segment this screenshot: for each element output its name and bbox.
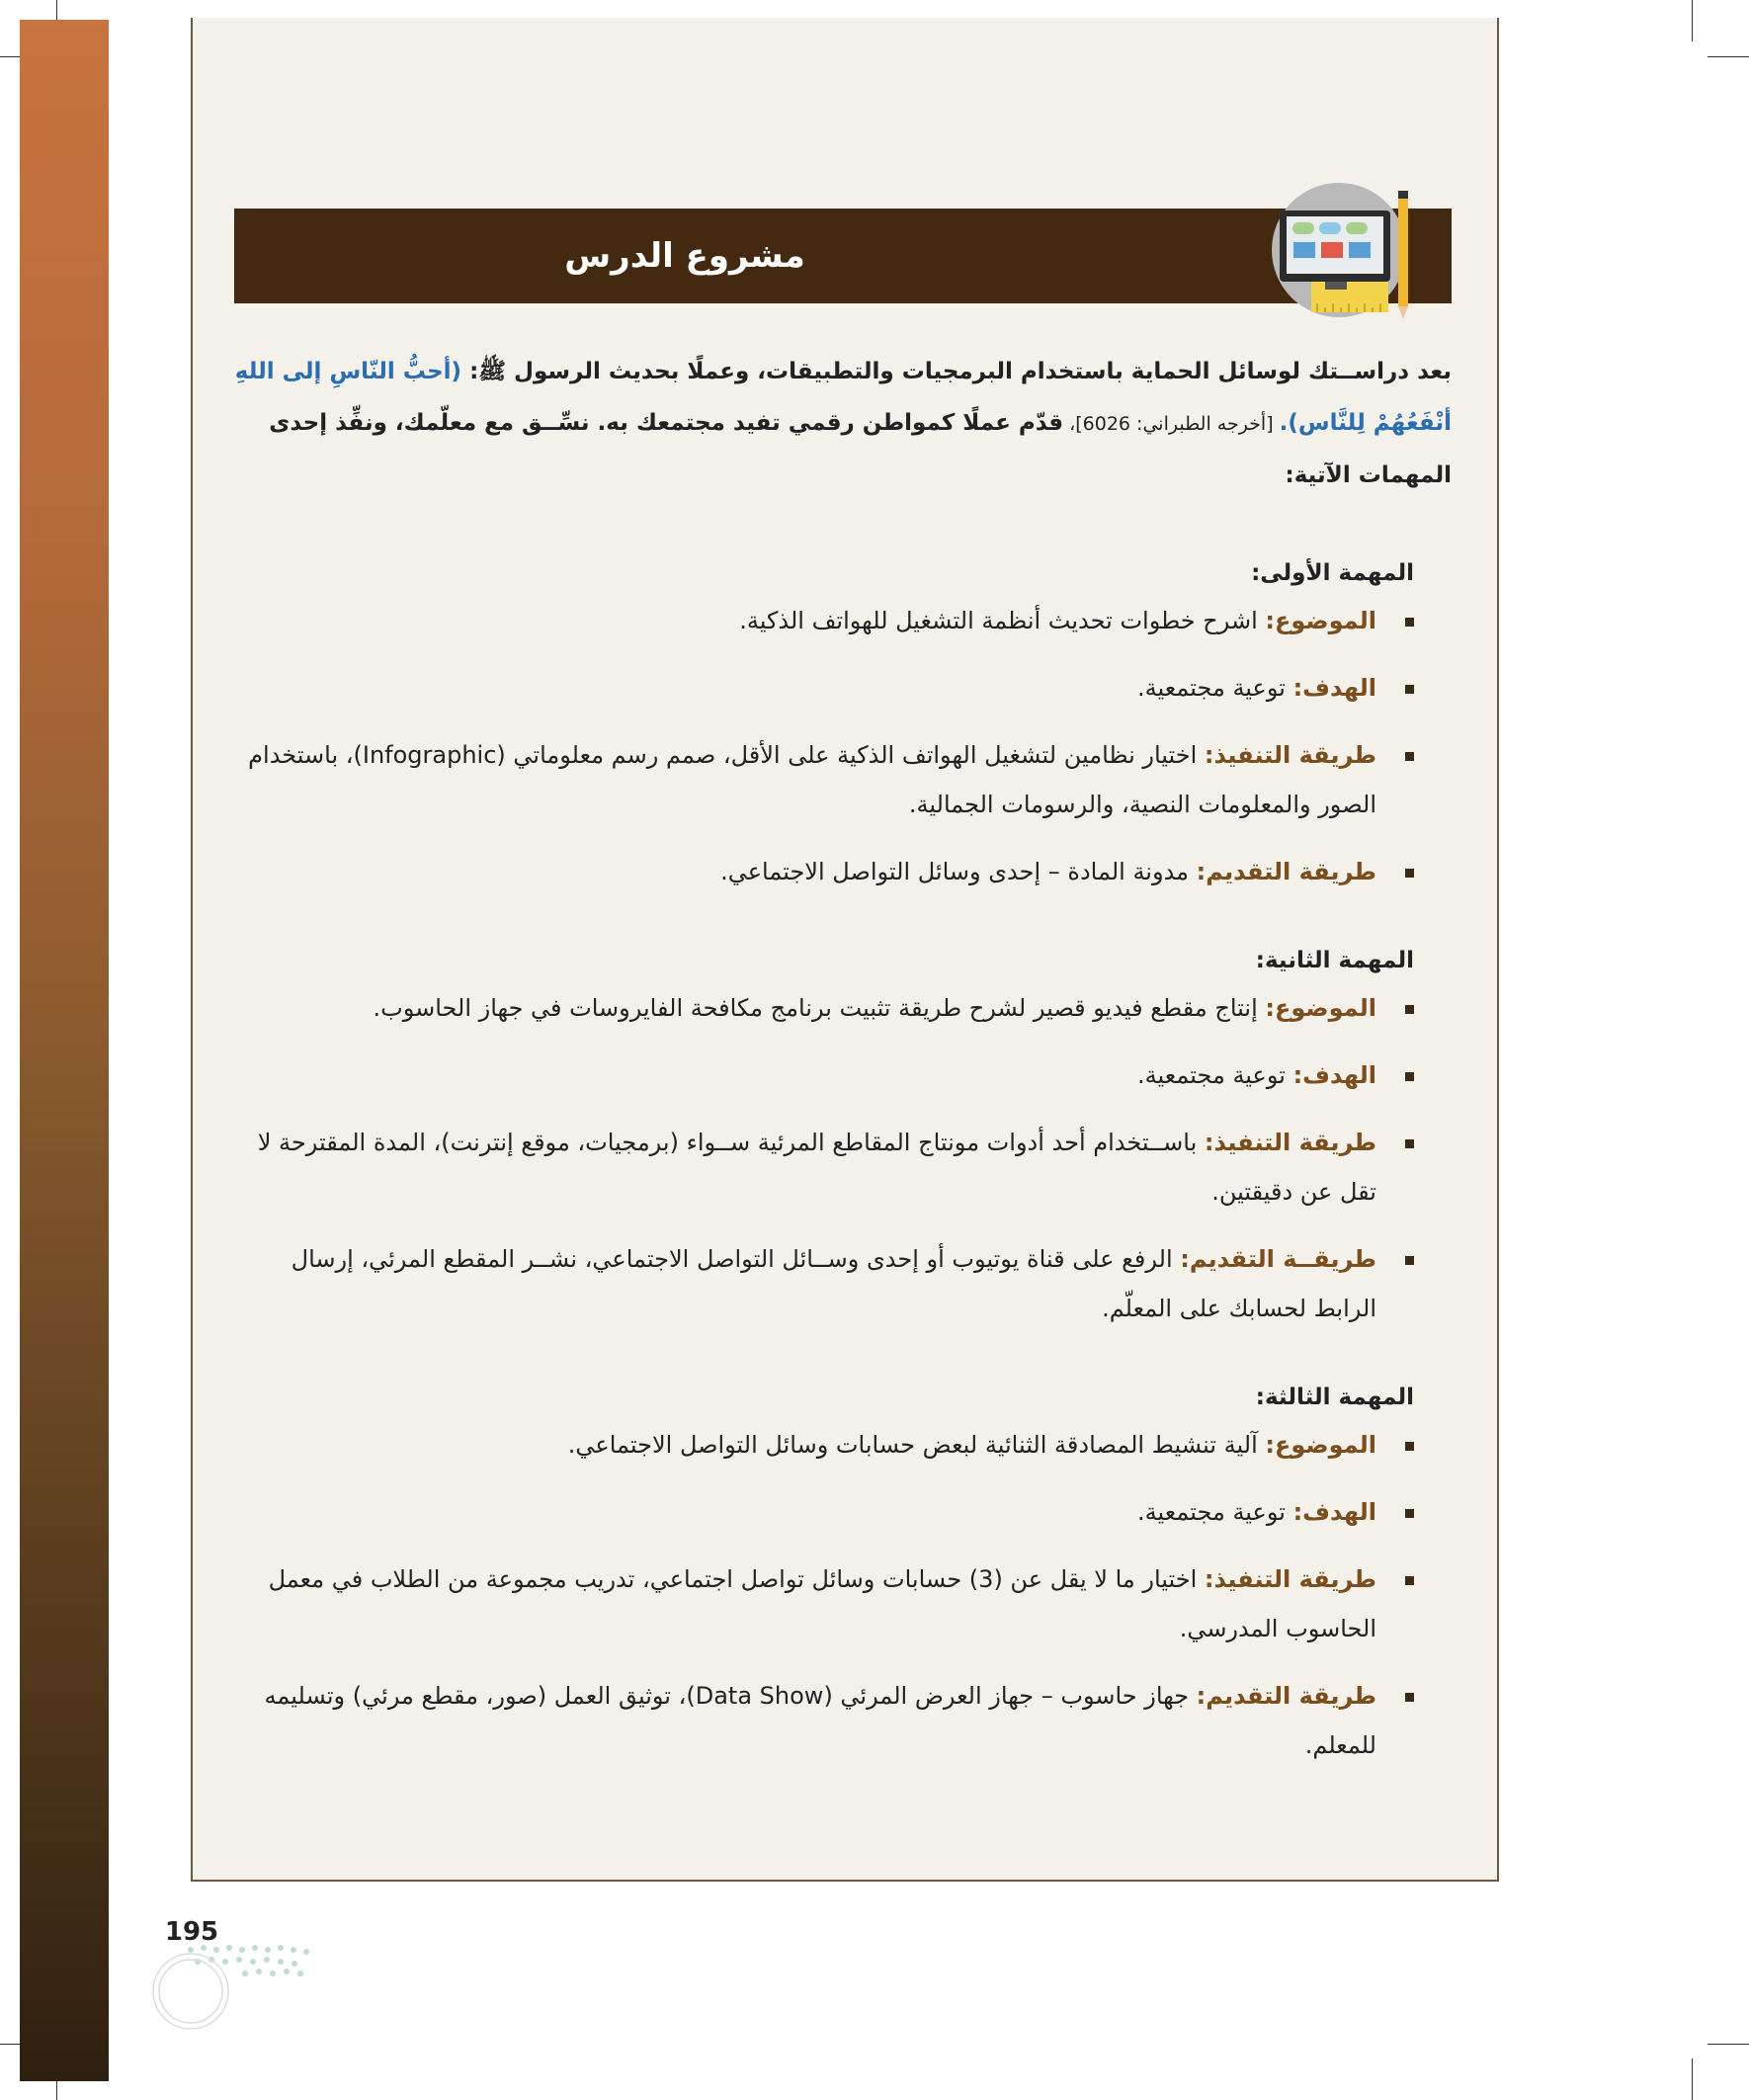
item-label: طريقة التنفيذ: — [1204, 1129, 1376, 1156]
list-item — [234, 1234, 1414, 1333]
item-label: طريقة التقديم: — [1196, 1682, 1376, 1710]
item-text: اختيار ما لا يقل عن (3) حسابات وسائل تواصل اجتماعي، تدريب مجموعة من الطلاب في معمل الحاسوب المدرسي. — [268, 1565, 1376, 1642]
bullet-icon — [1405, 685, 1414, 694]
item-label: طريقة التقديم: — [1196, 858, 1376, 885]
bullet-icon — [1405, 1442, 1414, 1451]
list-item — [234, 1050, 1414, 1100]
bullet-icon — [1405, 1256, 1414, 1265]
intro-text: بعد دراســتك لوسائل الحماية باستخدام البرمجيات والتطبيقات، وعملًا بحديث الرسول ﷺ: — [461, 359, 1452, 384]
item-label: الموضوع: — [1265, 1431, 1376, 1459]
list-item — [234, 663, 1414, 713]
bullet-icon — [1405, 752, 1414, 761]
crop-mark — [1707, 2044, 1749, 2045]
item-label: طريقــة التقديم: — [1180, 1245, 1376, 1273]
item-text: توعية مجتمعية. — [1137, 1061, 1293, 1089]
item-text: اشرح خطوات تحديث أنظمة التشغيل للهواتف الذكية. — [739, 607, 1266, 634]
page-number — [144, 1897, 239, 1967]
bullet-icon — [1405, 869, 1414, 878]
item-label: الهدف: — [1292, 1498, 1376, 1526]
list-item — [234, 1487, 1414, 1537]
intro-paragraph — [234, 346, 1452, 501]
item-text: آلية تنشيط المصادقة الثنائية لبعض حسابات وسائل التواصل الاجتماعي. — [567, 1431, 1266, 1459]
task-title: المهمة الثانية: — [1255, 948, 1414, 973]
bullet-icon — [1405, 618, 1414, 627]
bullet-icon — [1405, 1139, 1414, 1148]
crop-mark — [1692, 2058, 1693, 2100]
item-text: باســتخدام أحد أدوات مونتاج المقاطع المرئية ســواء (برمجيات، موقع إنترنت)، المدة المقترحة لا تقل عن دقيقتين. — [257, 1129, 1376, 1206]
bullet-icon — [1405, 1072, 1414, 1081]
item-text: اختيار نظامين لتشغيل الهواتف الذكية على الأقل، صمم رسم معلوماتي (Infographic)، باستخدام الصور والمعلومات النصية، والرسومات الجمالية. — [248, 741, 1376, 818]
task-3 — [234, 1385, 1452, 1770]
list-item — [234, 596, 1414, 645]
list-item — [234, 1420, 1414, 1470]
item-label: الهدف: — [1292, 1061, 1376, 1089]
item-text: إنتاج مقطع فيديو قصير لشرح طريقة تثبيت برنامج مكافحة الفايروسات في جهاز الحاسوب. — [373, 994, 1266, 1022]
item-label: الموضوع: — [1265, 607, 1376, 634]
item-text: توعية مجتمعية. — [1137, 1498, 1293, 1526]
item-label: طريقة التنفيذ: — [1204, 741, 1376, 769]
list-item — [234, 847, 1414, 896]
decorative-side-strip — [20, 20, 109, 2081]
bullet-icon — [1405, 1509, 1414, 1518]
item-text: مدونة المادة – إحدى وسائل التواصل الاجتماعي. — [720, 858, 1197, 885]
page-title: مشروع الدرس — [564, 236, 805, 276]
bullet-icon — [1405, 1005, 1414, 1014]
item-text: جهاز حاسوب – جهاز العرض المرئي (Data Show)، توثيق العمل (صور، مقطع مرئي) وتسليمه للمعلم. — [264, 1682, 1376, 1759]
lesson-content — [234, 346, 1452, 1770]
intro-instruction: قدّم عملًا كمواطن رقمي تفيد مجتمعك به. نسِّــق مع معلّمك، ونفِّذ إحدى المهمات الآتية: — [269, 410, 1452, 488]
bullet-icon — [1405, 1576, 1414, 1585]
task-title: المهمة الأولى: — [1251, 560, 1414, 586]
item-text: توعية مجتمعية. — [1137, 674, 1293, 702]
hadith-quote: (أحبُّ النّاسِ إلى اللهِ أنْفَعُهُمْ لِلنَّاس). — [234, 359, 1452, 436]
item-label: الموضوع: — [1265, 994, 1376, 1022]
task-1 — [234, 560, 1452, 896]
crop-mark — [1692, 0, 1693, 42]
item-label: طريقة التنفيذ: — [1204, 1565, 1376, 1593]
computer-monitor-ruler-pencil-icon — [1260, 183, 1428, 326]
item-label: الهدف: — [1292, 674, 1376, 702]
item-text: الرفع على قناة يوتيوب أو إحدى وســائل التواصل الاجتماعي، نشــر المقطع المرئي، إرسال الرابط لحسابك على المعلّم. — [291, 1245, 1376, 1322]
bullet-icon — [1405, 1693, 1414, 1702]
list-item — [234, 730, 1414, 829]
task-2 — [234, 948, 1452, 1333]
list-item — [234, 1554, 1414, 1653]
hadith-reference: [أخرجه الطبراني: 6026]، — [1063, 413, 1280, 435]
page-number-text: 195 — [164, 1917, 219, 1947]
task-title: المهمة الثالثة: — [1255, 1385, 1414, 1410]
list-item — [234, 983, 1414, 1033]
list-item — [234, 1118, 1414, 1217]
list-item — [234, 1671, 1414, 1770]
crop-mark — [1707, 56, 1749, 57]
